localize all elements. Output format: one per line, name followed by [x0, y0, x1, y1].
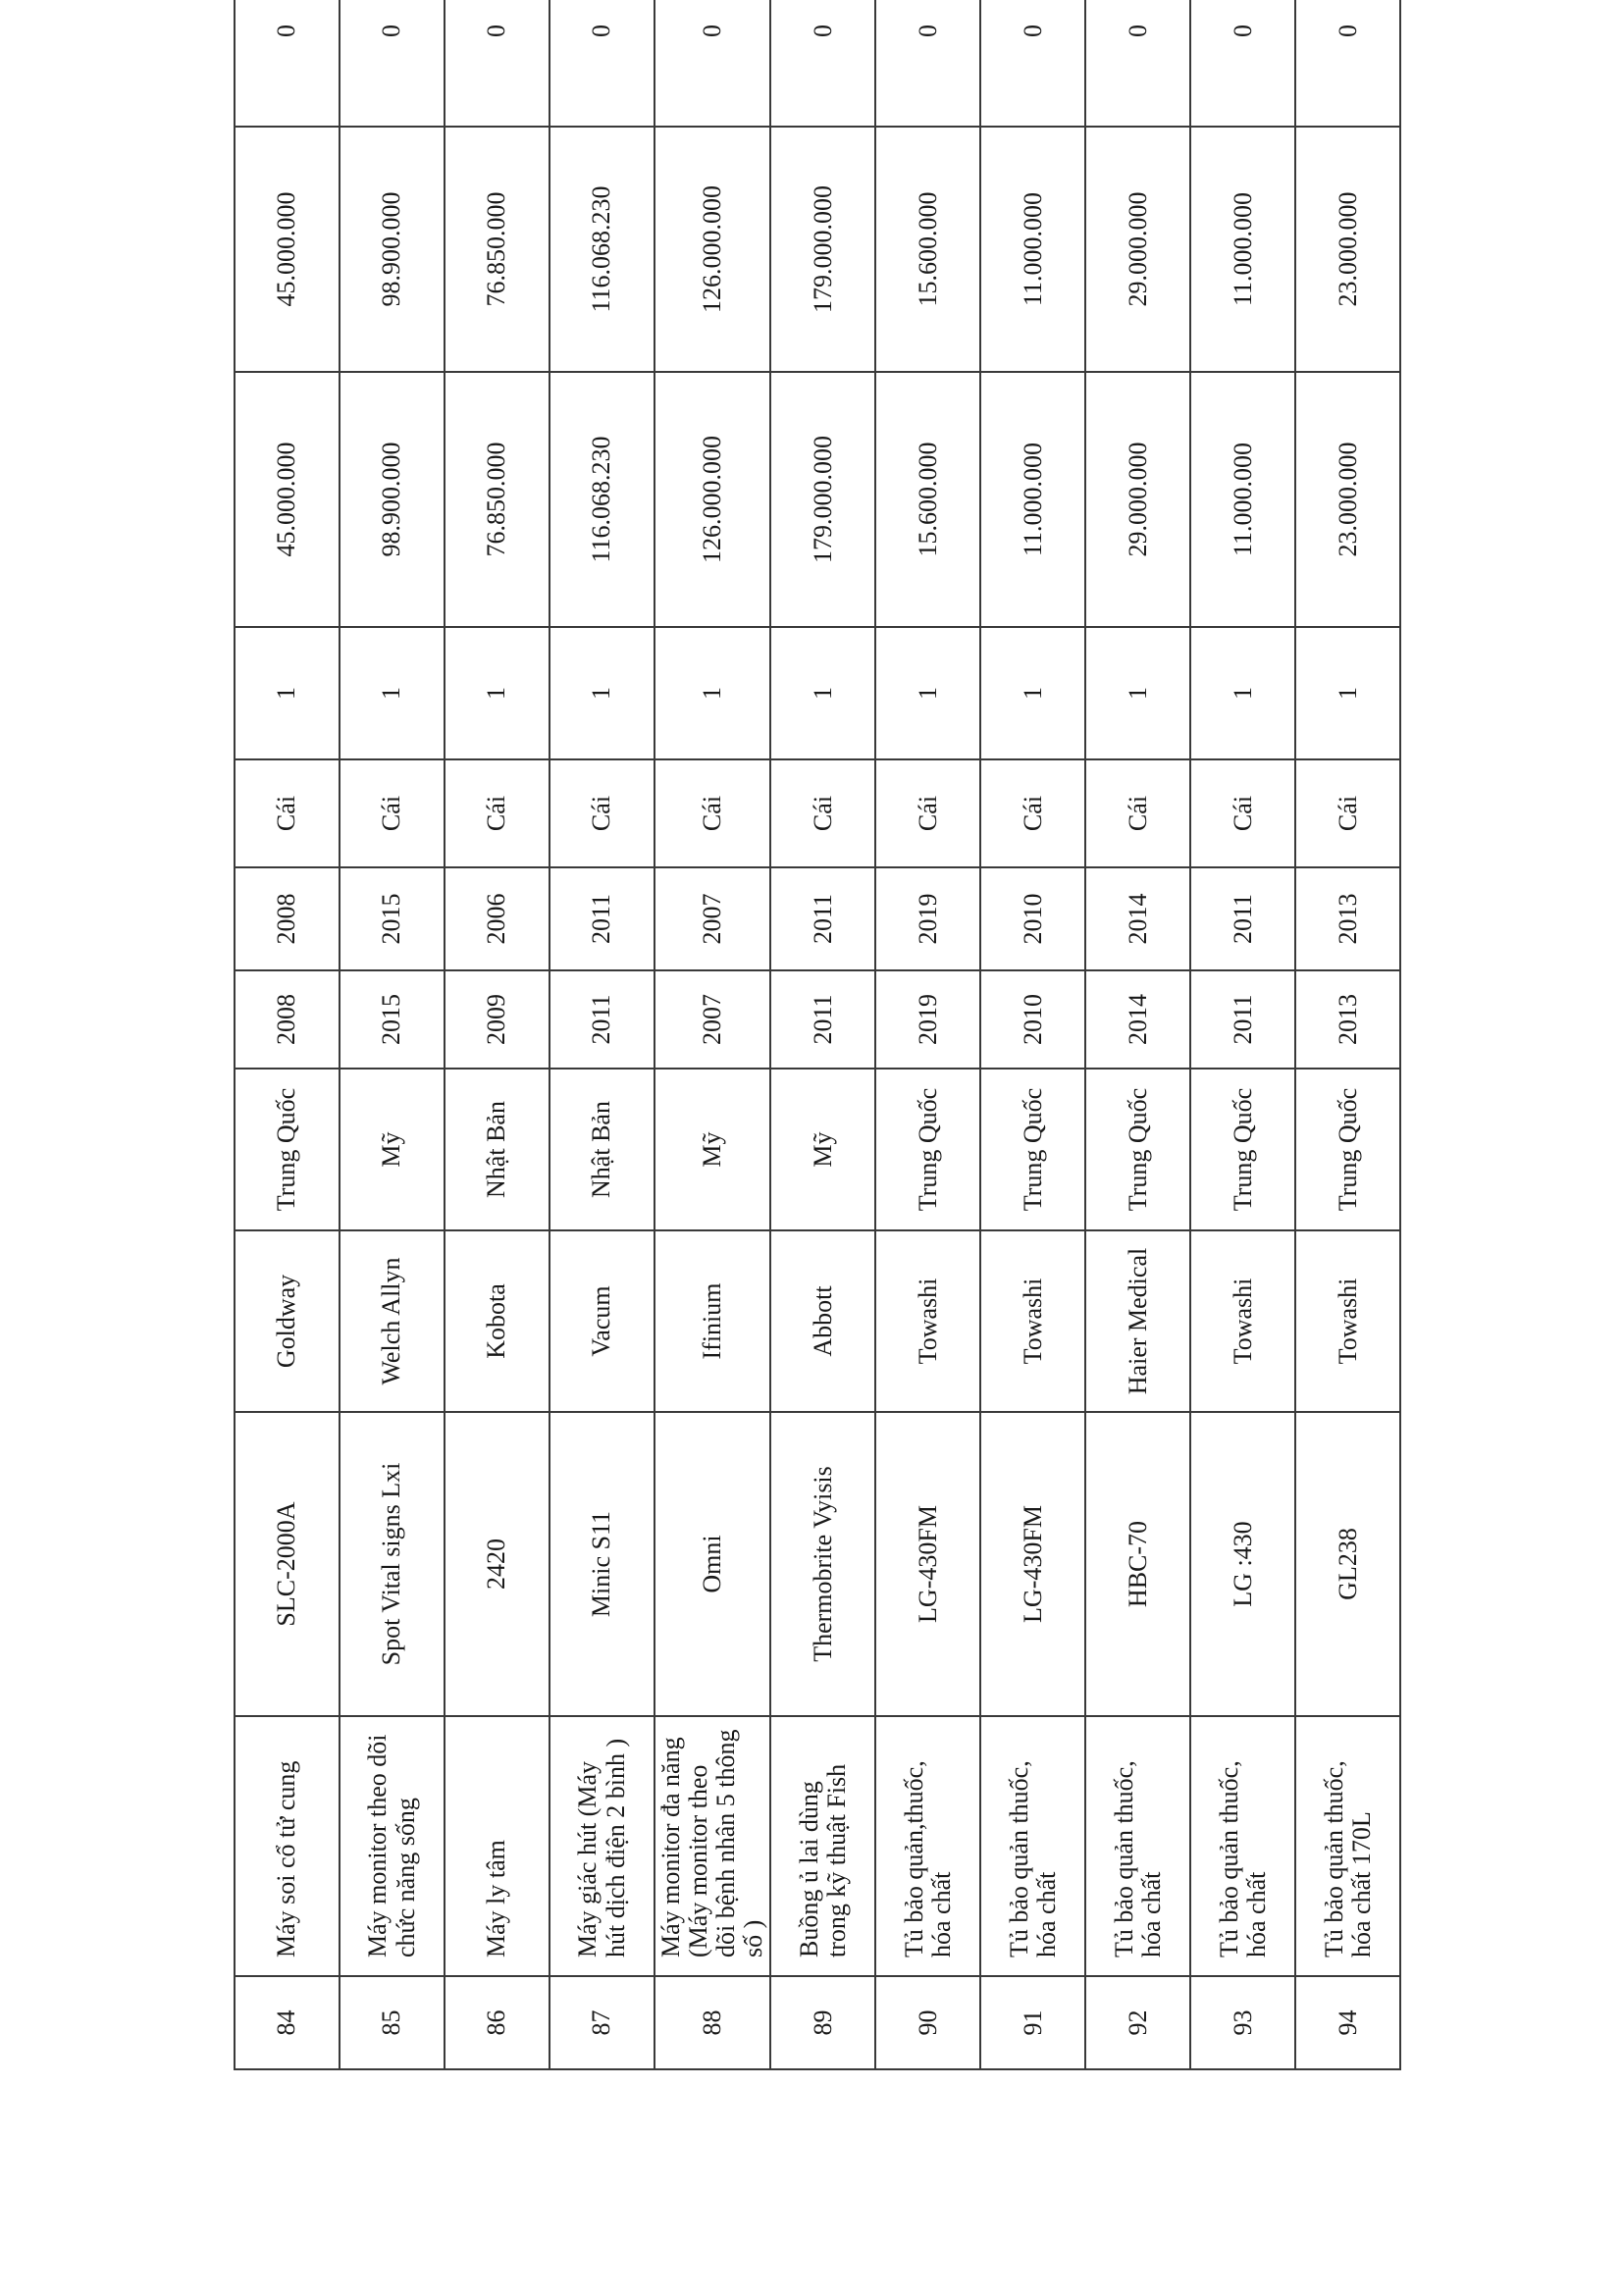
country-of-origin-cell: Trung Quốc — [1190, 1069, 1295, 1230]
model-code-cell: SLC-2000A — [235, 1412, 340, 1716]
row-number-cell: 92 — [1085, 1976, 1190, 2069]
equipment-name-cell: Tủ bảo quản,thuốc, hóa chất — [875, 1716, 980, 1976]
original-value-cell: 11.000.000 — [980, 372, 1085, 627]
manufacturer-cell: Welch Allyn — [340, 1230, 445, 1412]
model-code-cell: 2420 — [445, 1412, 550, 1716]
use-year-cell: 2007 — [654, 867, 770, 970]
unit-cell: Cái — [1295, 759, 1400, 867]
equipment-table-body — [235, 0, 1400, 2069]
country-of-origin-cell: Trung Quốc — [235, 1069, 340, 1230]
row-number-cell: 94 — [1295, 1976, 1400, 2069]
model-code-cell: Thermobrite Vyisis — [770, 1412, 875, 1716]
model-code-cell: LG-430FM — [980, 1412, 1085, 1716]
use-year-cell: 2014 — [1085, 867, 1190, 970]
unit-cell: Cái — [654, 759, 770, 867]
table-row — [445, 0, 550, 2069]
manufacture-year-cell: 2019 — [875, 970, 980, 1069]
country-of-origin-cell: Trung Quốc — [1295, 1069, 1400, 1230]
country-of-origin-cell: Nhật Bản — [550, 1069, 654, 1230]
equipment-name-cell: Tủ bảo quản thuốc, hóa chất — [1190, 1716, 1295, 1976]
use-year-cell: 2006 — [445, 867, 550, 970]
manufacture-year-cell: 2011 — [770, 970, 875, 1069]
manufacturer-cell: Abbott — [770, 1230, 875, 1412]
quantity-cell: 1 — [235, 627, 340, 759]
manufacture-year-cell: 2010 — [980, 970, 1085, 1069]
accumulated-value-cell: 11.000.000 — [1190, 127, 1295, 372]
unit-cell: Cái — [770, 759, 875, 867]
equipment-name-cell: Tủ bảo quản thuốc, hóa chất — [1085, 1716, 1190, 1976]
unit-cell: Cái — [340, 759, 445, 867]
quantity-cell: 1 — [1190, 627, 1295, 759]
model-code-cell: LG :430 — [1190, 1412, 1295, 1716]
use-year-cell: 2008 — [235, 867, 340, 970]
row-number-cell: 93 — [1190, 1976, 1295, 2069]
manufacture-year-cell: 2011 — [550, 970, 654, 1069]
manufacture-year-cell: 2015 — [340, 970, 445, 1069]
table-row — [1190, 0, 1295, 2069]
quantity-cell: 1 — [875, 627, 980, 759]
equipment-name-cell: Máy monitor đa năng (Máy monitor theo dõi bệnh nhân 5 thông số ) — [654, 1716, 770, 1976]
original-value-cell: 98.900.000 — [340, 372, 445, 627]
use-year-cell: 2019 — [875, 867, 980, 970]
country-of-origin-cell: Trung Quốc — [875, 1069, 980, 1230]
country-of-origin-cell: Trung Quốc — [1085, 1069, 1190, 1230]
remaining-value-cell: 0 — [1085, 0, 1190, 127]
remaining-value-cell: 0 — [1295, 0, 1400, 127]
model-code-cell: Spot Vital signs Lxi — [340, 1412, 445, 1716]
manufacture-year-cell: 2011 — [1190, 970, 1295, 1069]
model-code-cell: HBC-70 — [1085, 1412, 1190, 1716]
accumulated-value-cell: 98.900.000 — [340, 127, 445, 372]
manufacturer-cell: Ifinium — [654, 1230, 770, 1412]
original-value-cell: 116.068.230 — [550, 372, 654, 627]
use-year-cell: 2011 — [550, 867, 654, 970]
manufacturer-cell: Towashi — [1190, 1230, 1295, 1412]
manufacturer-cell: Vacum — [550, 1230, 654, 1412]
accumulated-value-cell: 76.850.000 — [445, 127, 550, 372]
country-of-origin-cell: Mỹ — [770, 1069, 875, 1230]
country-of-origin-cell: Mỹ — [654, 1069, 770, 1230]
row-number-cell: 86 — [445, 1976, 550, 2069]
table-row — [1085, 0, 1190, 2069]
remaining-value-cell: 0 — [1190, 0, 1295, 127]
manufacturer-cell: Towashi — [980, 1230, 1085, 1412]
unit-cell: Cái — [875, 759, 980, 867]
model-code-cell: GL238 — [1295, 1412, 1400, 1716]
row-number-cell: 89 — [770, 1976, 875, 2069]
row-number-cell: 88 — [654, 1976, 770, 2069]
unit-cell: Cái — [445, 759, 550, 867]
original-value-cell: 45.000.000 — [235, 372, 340, 627]
accumulated-value-cell: 29.000.000 — [1085, 127, 1190, 372]
row-number-cell: 91 — [980, 1976, 1085, 2069]
equipment-table — [234, 0, 1401, 2070]
model-code-cell: Minic S11 — [550, 1412, 654, 1716]
original-value-cell: 126.000.000 — [654, 372, 770, 627]
unit-cell: Cái — [1085, 759, 1190, 867]
remaining-value-cell: 0 — [654, 0, 770, 127]
manufacturer-cell: Haier Medical — [1085, 1230, 1190, 1412]
quantity-cell: 1 — [445, 627, 550, 759]
quantity-cell: 1 — [1085, 627, 1190, 759]
equipment-name-cell: Máy soi cổ tử cung — [235, 1716, 340, 1976]
use-year-cell: 2015 — [340, 867, 445, 970]
accumulated-value-cell: 126.000.000 — [654, 127, 770, 372]
unit-cell: Cái — [235, 759, 340, 867]
manufacturer-cell: Towashi — [1295, 1230, 1400, 1412]
row-number-cell: 84 — [235, 1976, 340, 2069]
rotated-page-content — [234, 0, 1392, 2070]
equipment-name-cell: Tủ bảo quản thuốc, hóa chất 170L — [1295, 1716, 1400, 1976]
equipment-name-cell: Tủ bảo quản thuốc, hóa chất — [980, 1716, 1085, 1976]
table-row — [235, 0, 340, 2069]
remaining-value-cell: 0 — [445, 0, 550, 127]
remaining-value-cell: 0 — [235, 0, 340, 127]
equipment-name-cell: Máy giác hút (Máy hút dịch điện 2 bình ) — [550, 1716, 654, 1976]
manufacturer-cell: Kobota — [445, 1230, 550, 1412]
table-row — [550, 0, 654, 2069]
accumulated-value-cell: 45.000.000 — [235, 127, 340, 372]
quantity-cell: 1 — [340, 627, 445, 759]
equipment-name-cell: Máy monitor theo dõi chức năng sống — [340, 1716, 445, 1976]
manufacture-year-cell: 2009 — [445, 970, 550, 1069]
accumulated-value-cell: 15.600.000 — [875, 127, 980, 372]
unit-cell: Cái — [550, 759, 654, 867]
original-value-cell: 29.000.000 — [1085, 372, 1190, 627]
equipment-name-cell: Buồng ủ lai dùng trong kỹ thuật Fish — [770, 1716, 875, 1976]
original-value-cell: 76.850.000 — [445, 372, 550, 627]
remaining-value-cell: 0 — [550, 0, 654, 127]
remaining-value-cell: 0 — [980, 0, 1085, 127]
table-row — [654, 0, 770, 2069]
manufacture-year-cell: 2008 — [235, 970, 340, 1069]
quantity-cell: 1 — [550, 627, 654, 759]
country-of-origin-cell: Trung Quốc — [980, 1069, 1085, 1230]
country-of-origin-cell: Mỹ — [340, 1069, 445, 1230]
remaining-value-cell: 0 — [340, 0, 445, 127]
table-row — [1295, 0, 1400, 2069]
manufacture-year-cell: 2013 — [1295, 970, 1400, 1069]
remaining-value-cell: 0 — [875, 0, 980, 127]
row-number-cell: 87 — [550, 1976, 654, 2069]
table-row — [980, 0, 1085, 2069]
table-row — [340, 0, 445, 2069]
table-row — [770, 0, 875, 2069]
quantity-cell: 1 — [980, 627, 1085, 759]
model-code-cell: LG-430FM — [875, 1412, 980, 1716]
model-code-cell: Omni — [654, 1412, 770, 1716]
manufacture-year-cell: 2007 — [654, 970, 770, 1069]
equipment-name-cell: Máy ly tâm — [445, 1716, 550, 1976]
remaining-value-cell: 0 — [770, 0, 875, 127]
table-row — [875, 0, 980, 2069]
row-number-cell: 85 — [340, 1976, 445, 2069]
accumulated-value-cell: 11.000.000 — [980, 127, 1085, 372]
use-year-cell: 2011 — [1190, 867, 1295, 970]
quantity-cell: 1 — [1295, 627, 1400, 759]
original-value-cell: 11.000.000 — [1190, 372, 1295, 627]
use-year-cell: 2013 — [1295, 867, 1400, 970]
unit-cell: Cái — [980, 759, 1085, 867]
accumulated-value-cell: 116.068.230 — [550, 127, 654, 372]
use-year-cell: 2010 — [980, 867, 1085, 970]
country-of-origin-cell: Nhật Bản — [445, 1069, 550, 1230]
row-number-cell: 90 — [875, 1976, 980, 2069]
original-value-cell: 15.600.000 — [875, 372, 980, 627]
use-year-cell: 2011 — [770, 867, 875, 970]
manufacture-year-cell: 2014 — [1085, 970, 1190, 1069]
accumulated-value-cell: 179.000.000 — [770, 127, 875, 372]
accumulated-value-cell: 23.000.000 — [1295, 127, 1400, 372]
original-value-cell: 23.000.000 — [1295, 372, 1400, 627]
original-value-cell: 179.000.000 — [770, 372, 875, 627]
quantity-cell: 1 — [654, 627, 770, 759]
manufacturer-cell: Towashi — [875, 1230, 980, 1412]
manufacturer-cell: Goldway — [235, 1230, 340, 1412]
unit-cell: Cái — [1190, 759, 1295, 867]
quantity-cell: 1 — [770, 627, 875, 759]
